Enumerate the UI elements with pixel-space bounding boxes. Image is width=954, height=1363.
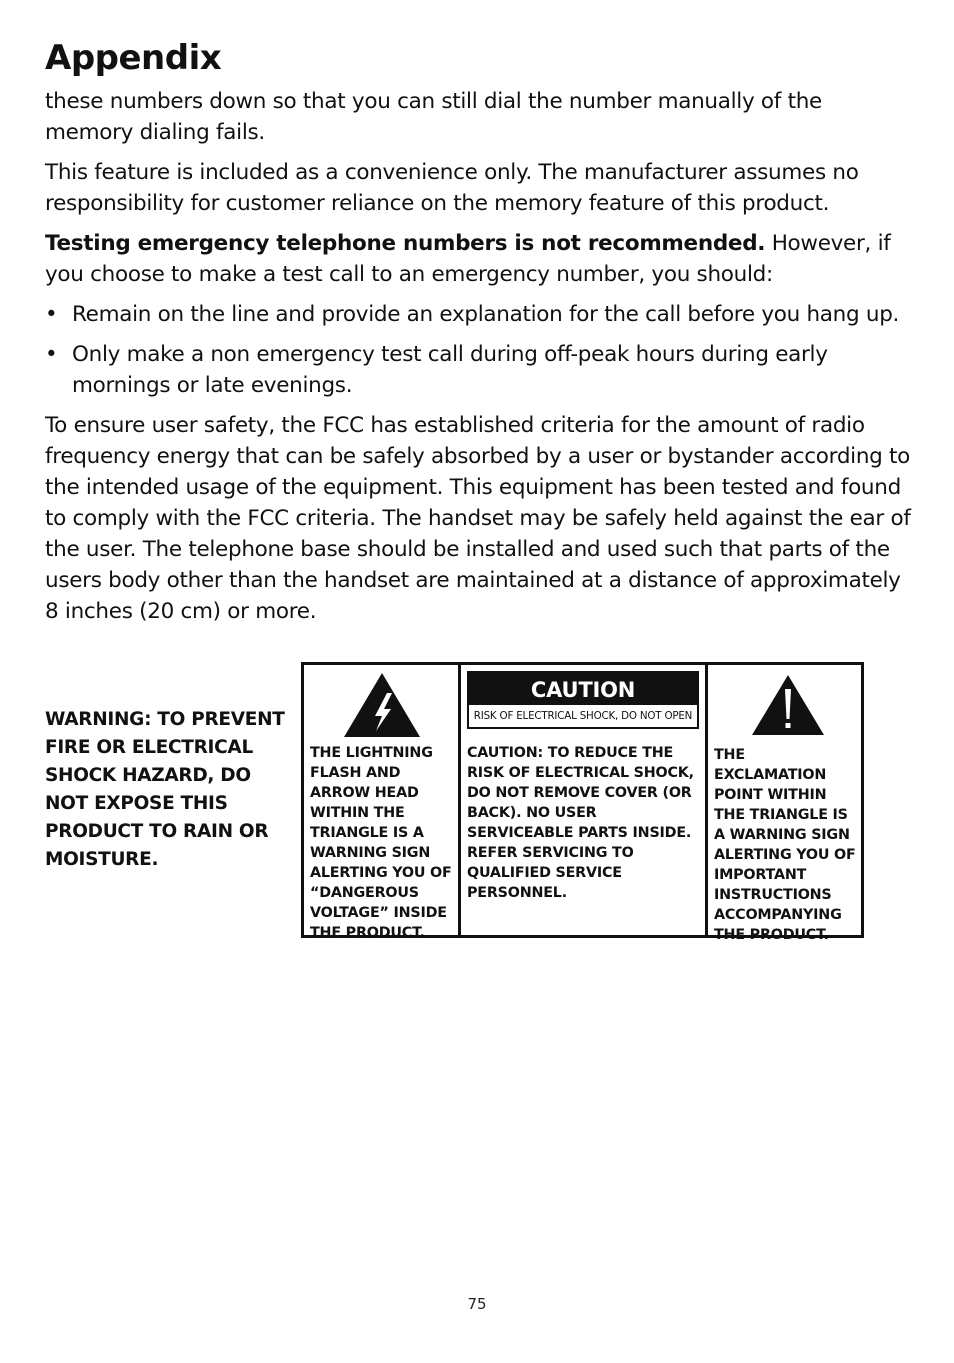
lightning-triangle-icon (342, 671, 422, 739)
paragraph-fcc-safety: To ensure user safety, the FCC has established criteria for the amount of radio frequency energy that can be safely absorbed by a user or bystander according to the intended usage of the equipment. This equipment has been tested and found to comply with the FCC criteria. The handset may be safely held against the ear of the user. The telephone base should be installed and used such that parts of the users body other than the handset are maintained at a distance of approximately 8 inches (20 cm) or more. (45, 413, 911, 624)
paragraph-emergency-testing (45, 228, 915, 290)
paragraph-convenience: This feature is included as a convenience only. The manufacturer assumes no responsibility for customer reliance on the memory feature of this product. (45, 160, 859, 216)
caution-cell (461, 665, 708, 935)
page-title: Appendix (45, 38, 222, 78)
paragraph-memory-dialing: these numbers down so that you can still dial the number manually of the memory dialing fails. (45, 89, 822, 145)
emergency-testing-rest: However, if you choose to make a test call to an emergency number, you should: (45, 231, 891, 287)
lightning-cell (304, 665, 461, 941)
emergency-testing-bold: Testing emergency telephone numbers is not recommended. (45, 231, 766, 256)
exclamation-cell (708, 665, 861, 943)
bullet-icon: • (45, 342, 58, 367)
safety-symbol-table (301, 662, 864, 943)
rain-moisture-warning: WARNING: TO PREVENT FIRE OR ELECTRICAL SHOCK HAZARD, DO NOT EXPOSE THIS PRODUCT TO RAIN OR MOISTURE. (45, 709, 285, 870)
caution-header: CAUTION (469, 673, 697, 705)
bullet-text: Only make a non emergency test call during off-peak hours during early mornings or late evenings. (72, 342, 828, 398)
list-item (45, 339, 915, 401)
list-item (45, 299, 915, 330)
lightning-description: THE LIGHTNING FLASH AND ARROW HEAD WITHIN THE TRIANGLE IS A WARNING SIGN ALERTING YOU OF “DANGEROUS VOLTAGE” INSIDE THE PRODUCT. (310, 745, 452, 941)
caution-label-box (467, 671, 699, 729)
bullet-text: Remain on the line and provide an explanation for the call before you hang up. (72, 302, 900, 327)
exclamation-description: THE EXCLAMATION POINT WITHIN THE TRIANGLE IS A WARNING SIGN ALERTING YOU OF IMPORTANT INSTRUCTIONS ACCOMPANYING THE PRODUCT. (714, 747, 856, 943)
body-text (45, 86, 915, 636)
bullet-icon: • (45, 302, 58, 327)
emergency-bullet-list (45, 299, 915, 401)
exclamation-triangle-icon (750, 673, 826, 737)
caution-subheader: RISK OF ELECTRICAL SHOCK, DO NOT OPEN (473, 710, 693, 722)
caution-description: CAUTION: TO REDUCE THE RISK OF ELECTRICAL SHOCK, DO NOT REMOVE COVER (OR BACK). NO USER SERVICEABLE PARTS INSIDE. REFER SERVICING TO QUALIFIED SERVICE PERSONNEL. (467, 745, 694, 901)
page-number: 75 (467, 1295, 487, 1313)
